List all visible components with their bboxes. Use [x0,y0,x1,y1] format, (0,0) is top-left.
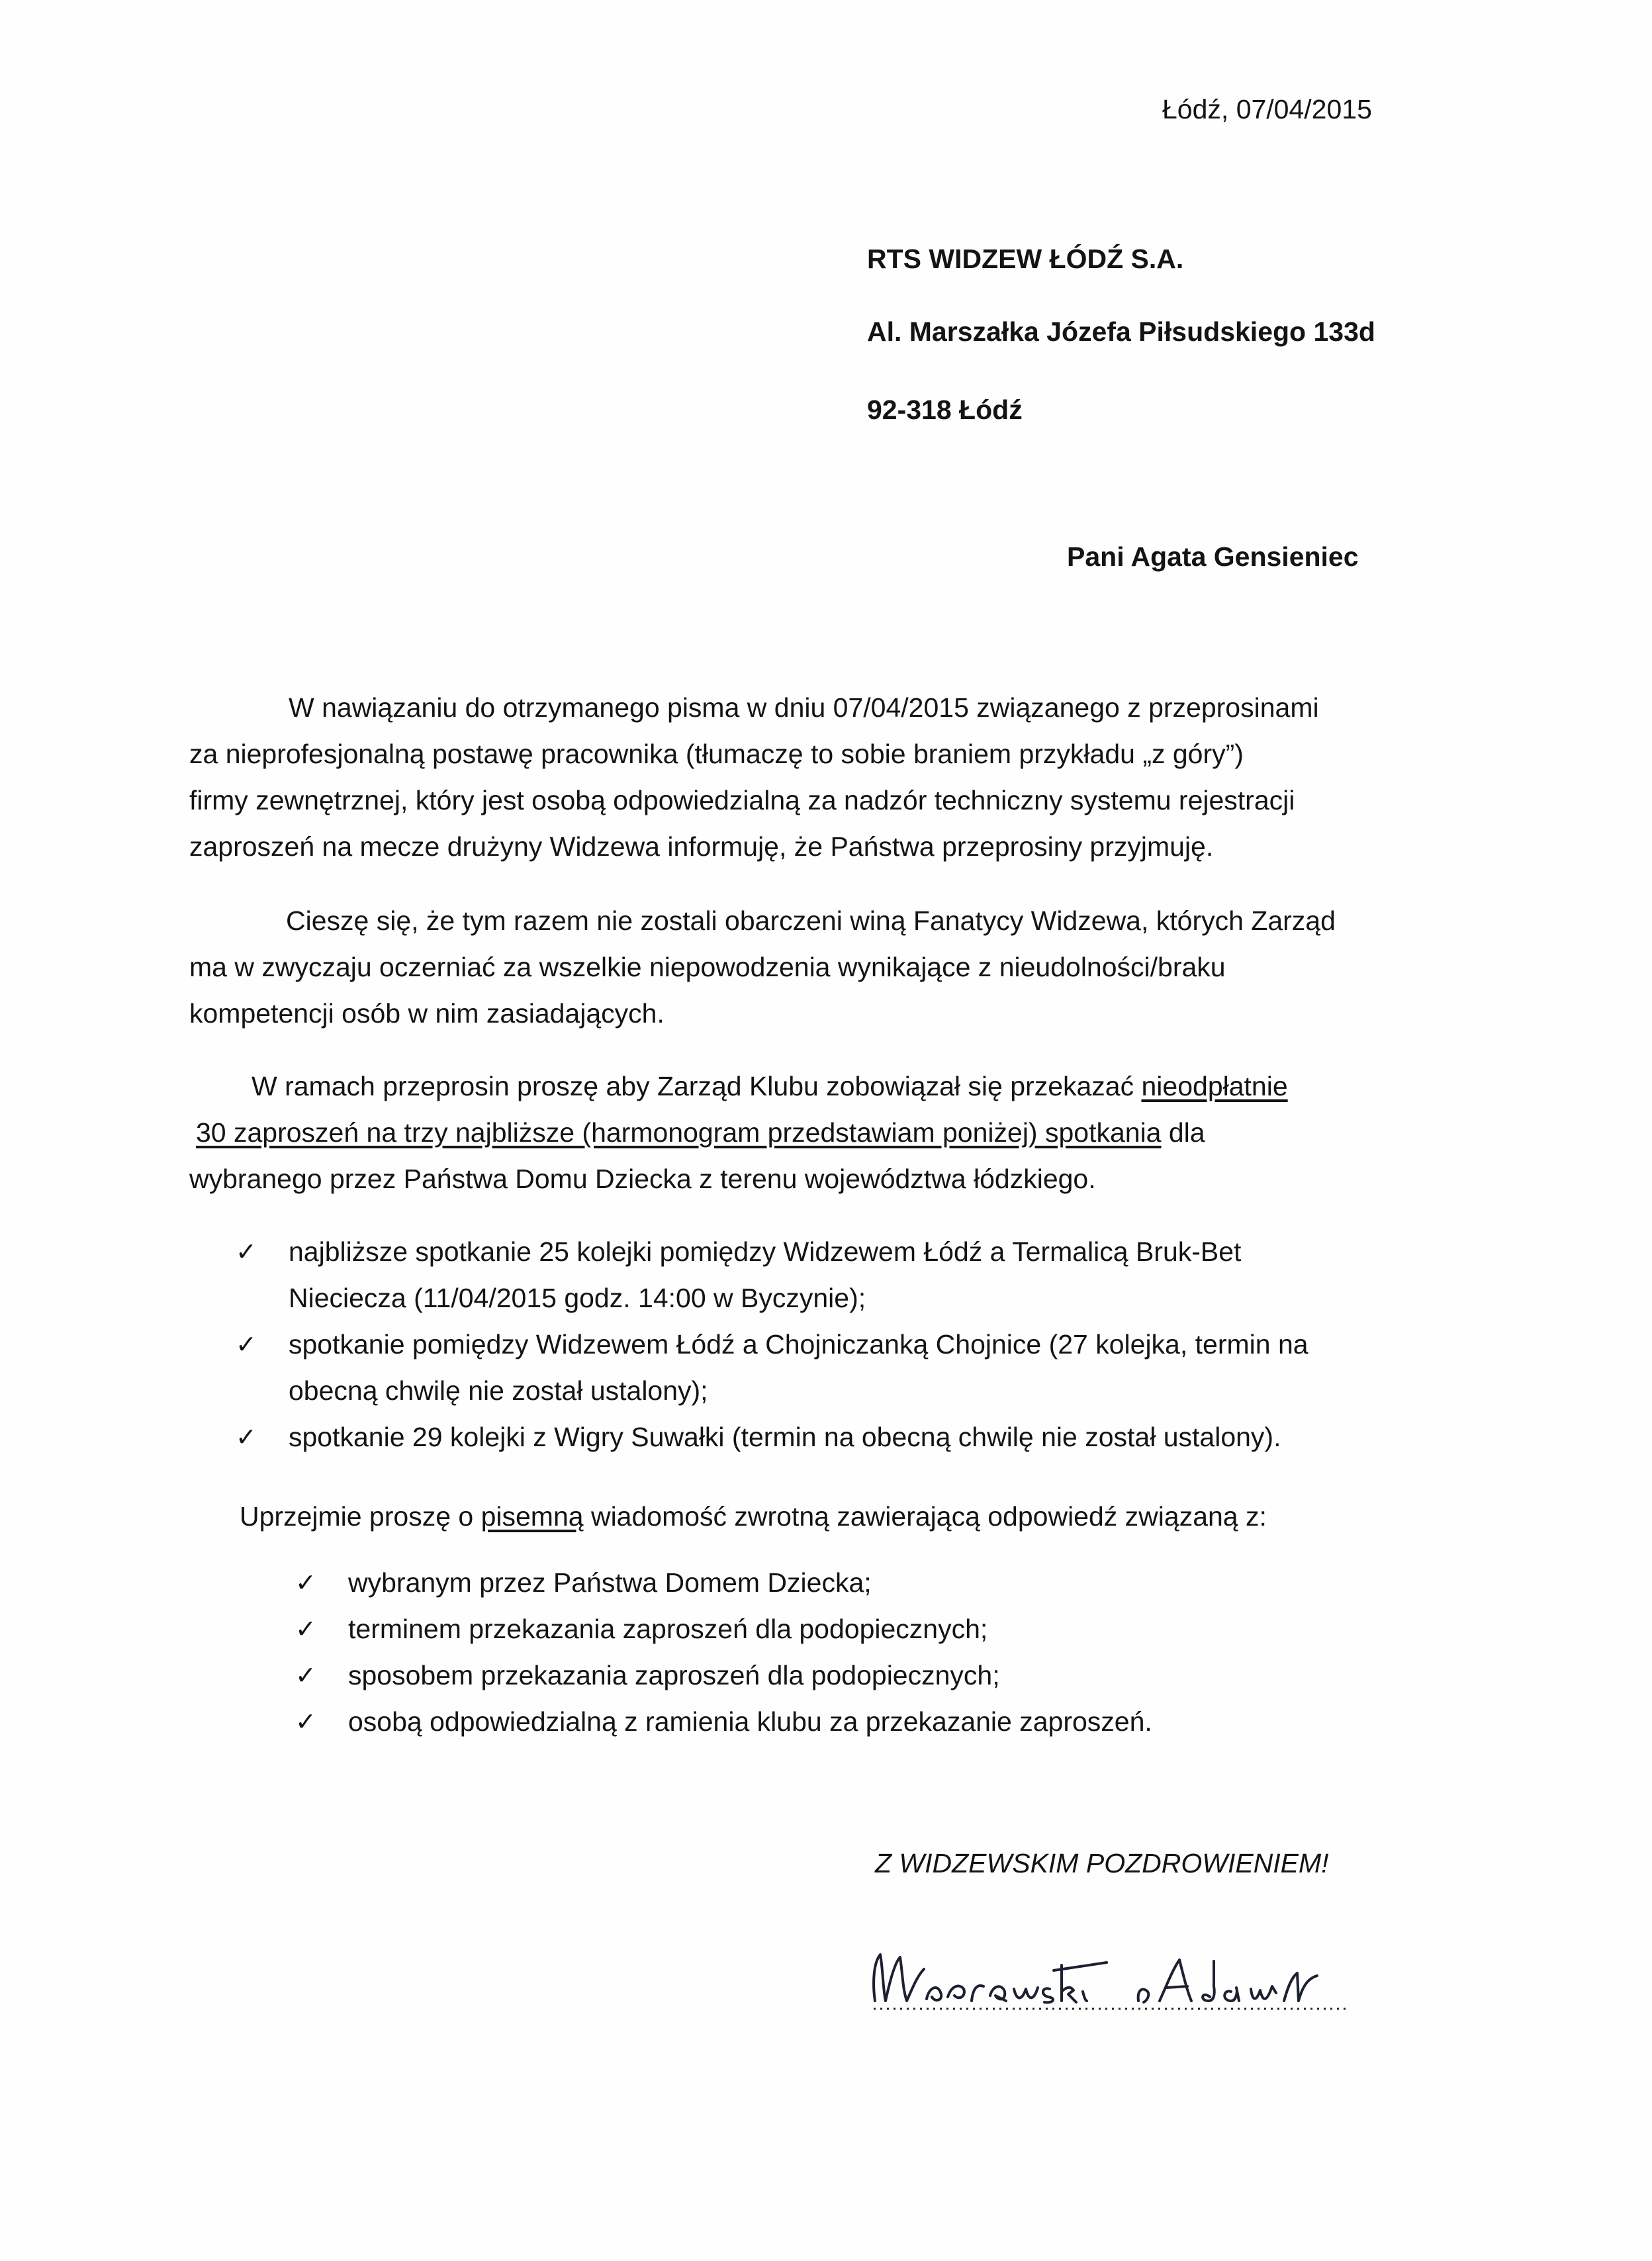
list-item [295,1698,1152,1745]
underlined-invitations: 30 zaproszeń na trzy najbliższe (harmonogram przedstawiam poniżej) spotkania [196,1117,1162,1148]
list-item [236,1228,1308,1321]
paragraph-line: W nawiązaniu do otrzymanego pisma w dniu 07/04/2015 związanego z przeprosinami [289,692,1319,723]
list-item-text: spotkanie 29 kolejki z Wigry Suwałki (termin na obecną chwilę nie został ustalony). [289,1422,1281,1452]
list-item [295,1652,1152,1698]
list-item-text: sposobem przekazania zaproszeń dla podopiecznych; [348,1660,1000,1690]
handwritten-signature [860,1923,1357,2015]
paragraph-line: firmy zewnętrznej, który jest osobą odpowiedzialną za nadzór techniczny systemu rejestracji [189,785,1295,815]
recipient-city: 92-318 Łódź [867,394,1023,425]
request-line [240,1493,1267,1540]
place-date: Łódź, 07/04/2015 [1162,94,1372,124]
check-icon: ✓ [295,1661,316,1690]
check-icon: ✓ [236,1422,257,1452]
text-span: Uprzejmie proszę o [240,1501,481,1532]
paragraph-line: za nieprofesjonalną postawę pracownika (tłumaczę to sobie braniem przykładu „z góry”) [189,739,1244,769]
addressee: Pani Agata Gensieniec [1067,541,1359,572]
list-item-text: terminem przekazania zaproszeń dla podopiecznych; [348,1614,988,1644]
list-item [295,1606,1152,1652]
paragraph-line [189,1109,1447,1156]
request-items-list [295,1559,1152,1745]
recipient-street: Al. Marszałka Józefa Piłsudskiego 133d [867,316,1375,347]
underlined-written: pisemną [481,1501,584,1532]
matches-list [236,1228,1308,1460]
check-icon: ✓ [295,1568,316,1597]
list-item [236,1414,1308,1460]
underlined-free-of-charge: nieodpłatnie [1141,1071,1288,1101]
paragraph-line: zaproszeń na mecze drużyny Widzewa informuję, że Państwa przeprosiny przyjmuję. [189,831,1214,862]
check-icon: ✓ [236,1330,257,1359]
paragraph-line: Cieszę się, że tym razem nie zostali obarczeni winą Fanatycy Widzewa, których Zarząd [286,905,1336,936]
list-item-text: Nieciecza (11/04/2015 godz. 14:00 w Byczynie); [289,1283,866,1313]
list-item-text: obecną chwilę nie został ustalony); [289,1375,708,1406]
check-icon: ✓ [295,1707,316,1736]
paragraph-line [189,1063,1447,1109]
paragraph-line: ma w zwyczaju oczerniać za wszelkie niepowodzenia wynikające z nieudolności/braku [189,952,1226,982]
list-item [236,1321,1308,1414]
list-item-text: spotkanie pomiędzy Widzewem Łódź a Chojniczanką Chojnice (27 kolejka, termin na [289,1329,1308,1360]
paragraph-line: wybranego przez Państwa Domu Dziecka z terenu województwa łódzkiego. [189,1164,1096,1194]
list-item-text: osobą odpowiedzialną z ramienia klubu za przekazanie zaproszeń. [348,1706,1152,1737]
list-item [295,1559,1152,1606]
paragraph-acceptance [189,684,1447,870]
recipient-name: RTS WIDZEW ŁÓDŹ S.A. [867,244,1184,274]
paragraph-line: kompetencji osób w nim zasiadających. [189,998,665,1029]
text-span: W ramach przeprosin proszę aby Zarząd Klubu zobowiązał się przekazać [252,1071,1142,1101]
list-item-text: najbliższe spotkanie 25 kolejki pomiędzy Widzewem Łódź a Termalicą Bruk-Bet [289,1236,1242,1267]
check-icon: ✓ [295,1614,316,1643]
list-item-text: wybranym przez Państwa Domem Dziecka; [348,1567,872,1598]
check-icon: ✓ [236,1237,257,1266]
paragraph-fans [189,898,1447,1037]
text-span: dla [1161,1117,1205,1148]
text-span: wiadomość zwrotną zawierającą odpowiedź związaną z: [583,1501,1267,1532]
closing-greeting: Z WIDZEWSKIM POZDROWIENIEM! [875,1848,1329,1878]
paragraph-request-tickets [189,1063,1447,1202]
